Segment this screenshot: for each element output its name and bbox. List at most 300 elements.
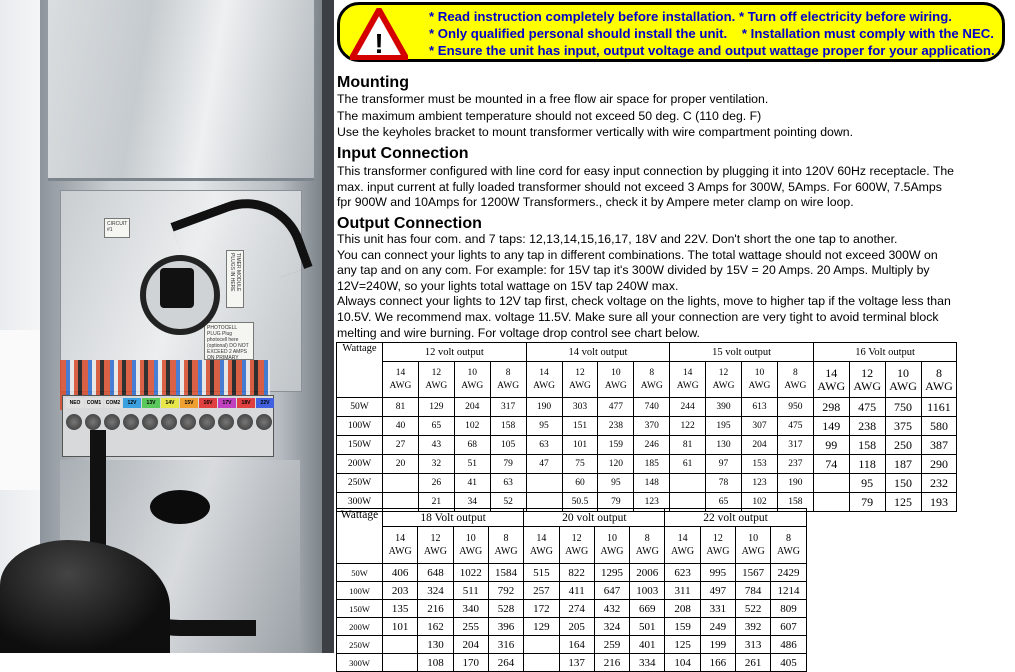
distance-cell: 340 [453,600,488,618]
photo-paper-edge [0,330,40,490]
distance-cell [524,654,559,672]
distance-cell: 405 [771,654,806,672]
awg-gauge: 12 [712,533,723,544]
awg-gauge: 14 [677,533,688,544]
distance-cell: 40 [383,417,419,436]
awg-header [418,527,453,564]
awg-unit: AWG [635,546,659,557]
awg-header [454,362,490,398]
distance-cell: 65 [418,417,454,436]
distance-cell: 151 [562,417,598,436]
terminal-screws [66,414,272,430]
distance-cell: 79 [849,493,885,512]
output-group-header: 18 Volt output [383,509,524,527]
distance-cell: 740 [634,398,670,417]
distance-cell: 95 [526,417,562,436]
distance-cell: 137 [559,654,594,672]
distance-cell: 237 [777,455,813,474]
awg-unit: AWG [425,380,448,391]
awg-gauge: 14 [536,533,547,544]
timer-sticker: TIMER MODULE PLUGS IN HERE [226,250,244,308]
wattage-label: 200W [337,618,383,636]
distance-cell: 792 [488,582,523,600]
distance-cell [383,636,418,654]
tap-label: 17V [218,398,236,408]
distance-cell: 613 [742,398,778,417]
awg-header [736,527,771,564]
text-line: 12V=240W, so your lights total wattage on 15V tap 240W max. [337,278,679,293]
distance-cell: 392 [736,618,771,636]
terminal-screw [142,414,158,430]
awg-unit: AWG [784,380,807,391]
awg-header [706,362,742,398]
distance-cell [524,636,559,654]
distance-cell: 125 [885,493,921,512]
distance-cell: 401 [630,636,665,654]
awg-header [670,362,706,398]
awg-header [777,362,813,398]
distance-cell: 411 [559,582,594,600]
distance-cell: 129 [418,398,454,417]
distance-cell: 158 [849,436,885,455]
awg-unit: AWG [568,380,591,391]
wattage-label: 100W [337,417,383,436]
text-line: This unit has four com. and 7 taps: 12,13,14,15,16,17, 18V and 22V. Don't short the one tap to another. [337,232,898,246]
text-line: The maximum ambient temperature should not exceed 50 deg. C (110 deg. F) [337,108,762,123]
output-group-header: 20 volt output [524,509,665,527]
awg-header [453,527,488,564]
awg-unit: AWG [712,380,735,391]
table-row [337,474,957,493]
distance-cell: 193 [921,493,957,512]
distance-cell: 125 [665,636,700,654]
distance-cell: 74 [813,455,849,474]
output-connection-text [337,232,951,341]
voltage-drop-table-12-16v [336,342,957,512]
distance-cell: 60 [562,474,598,493]
distance-cell: 298 [813,398,849,417]
distance-cell: 63 [526,436,562,455]
svg-text:!: ! [374,28,384,59]
awg-unit: AWG [600,546,624,557]
distance-cell: 65 [706,493,742,512]
distance-cell: 63 [490,474,526,493]
table-row [337,636,807,654]
distance-cell: 317 [777,436,813,455]
awg-gauge: 10 [465,533,476,544]
text-line: melting and wire burning. For voltage drop control see chart below. [337,325,700,340]
distance-cell [813,474,849,493]
output-group-header: 15 volt output [670,343,814,362]
distance-cell: 149 [813,417,849,436]
awg-gauge: 8 [785,533,791,544]
awg-header [921,362,957,398]
awg-unit: AWG [776,546,801,557]
awg-unit: AWG [461,380,484,391]
tap-label: 16V [199,398,217,408]
distance-cell: 1003 [630,582,665,600]
distance-cell: 41 [454,474,490,493]
text-line: Use the keyholes bracket to mount transformer vertically with wire compartment pointing down. [337,125,854,139]
table-row [337,417,957,436]
table-row [337,564,807,582]
distance-cell: 387 [921,436,957,455]
terminal-screw [237,414,253,430]
awg-header [383,362,419,398]
awg-header [526,362,562,398]
distance-cell: 170 [453,654,488,672]
awg-header [559,527,594,564]
warning-banner [337,2,1005,62]
warning-line-2: * Only qualified personal should install the unit. * Installation must comply with the NEC. [429,26,994,41]
distance-cell: 130 [706,436,742,455]
tap-label: 13V [142,398,160,408]
awg-unit: AWG [706,546,730,557]
distance-cell: 81 [670,436,706,455]
distance-cell: 244 [670,398,706,417]
distance-cell: 607 [771,618,806,636]
distance-cell: 204 [742,436,778,455]
distance-cell: 130 [418,636,453,654]
awg-unit: AWG [925,378,953,393]
table-group-header [337,343,957,362]
distance-cell: 95 [598,474,634,493]
tap-label: 15V [180,398,198,408]
distance-cell: 2006 [630,564,665,582]
terminal-screw [218,414,234,430]
distance-cell: 370 [634,417,670,436]
distance-cell: 264 [488,654,523,672]
distance-cell: 79 [598,493,634,512]
distance-cell: 331 [700,600,735,618]
awg-gauge: 14 [395,533,406,544]
photocell-sticker: PHOTOCELL PLUG Plug photocell here (optional) DO NOT EXCEED 2 AMPS ON PRIMARY [204,322,254,360]
distance-cell: 120 [598,455,634,474]
awg-unit: AWG [853,378,882,393]
wattage-label: 300W [337,493,383,512]
awg-gauge: 8 [503,533,509,544]
distance-cell [383,474,419,493]
distance-cell: 316 [488,636,523,654]
distance-cell: 101 [562,436,598,455]
distance-cell: 580 [921,417,957,436]
output-group-header: 16 Volt output [813,343,957,362]
terminal-screw [85,414,101,430]
awg-gauge: 8 [644,533,650,544]
distance-cell: 246 [634,436,670,455]
table-row [337,436,957,455]
wattage-label: 150W [337,600,383,618]
output-group-header: 14 volt output [526,343,670,362]
distance-cell: 102 [742,493,778,512]
distance-cell: 324 [418,582,453,600]
awg-gauge: 12 [430,533,441,544]
distance-cell: 162 [418,618,453,636]
distance-cell: 317 [490,398,526,417]
distance-cell: 195 [706,417,742,436]
awg-gauge: 10 [606,533,617,544]
distance-cell: 159 [598,436,634,455]
distance-cell: 648 [418,564,453,582]
warning-triangle-icon [350,8,408,60]
tap-label: 22V [256,398,274,408]
distance-cell: 259 [594,636,629,654]
distance-cell: 647 [594,582,629,600]
distance-cell: 274 [559,600,594,618]
mounting-heading: Mounting [337,74,409,91]
wattage-label: 100W [337,582,383,600]
distance-cell: 238 [849,417,885,436]
distance-cell: 204 [454,398,490,417]
distance-cell: 190 [526,398,562,417]
distance-cell [670,474,706,493]
distance-cell: 432 [594,600,629,618]
awg-header [630,527,665,564]
distance-cell: 166 [700,654,735,672]
distance-cell: 1161 [921,398,957,417]
awg-gauge: 10 [897,365,910,380]
awg-gauge: 14 [539,367,549,378]
text-line: fpr 900W and 10Amps for 1200W Transformers., check it by Ampere meter clamp on wire loop. [337,195,854,210]
circuit-sticker: CIRCUIT #1 [104,218,130,238]
wattage-label: 200W [337,455,383,474]
awg-gauge: 8 [935,365,942,380]
distance-cell: 32 [418,455,454,474]
distance-cell: 334 [630,654,665,672]
distance-cell: 669 [630,600,665,618]
distance-cell: 515 [524,564,559,582]
distance-cell: 150 [885,474,921,493]
terminal-screw [199,414,215,430]
awg-header [771,527,806,564]
awg-unit: AWG [389,380,412,391]
distance-cell: 50.5 [562,493,598,512]
distance-cell: 135 [383,600,418,618]
distance-cell: 307 [742,417,778,436]
distance-cell: 148 [634,474,670,493]
output-group-header: 12 volt output [383,343,527,362]
distance-cell: 204 [453,636,488,654]
tap-label: 18V [237,398,255,408]
table-group-header [337,509,807,527]
awg-gauge: 10 [611,367,621,378]
text-line: any tap and on any com. For example: for 15V tap it's 300W divided by 15V = 20 Amps. 20 Amps. Multiply by [337,263,930,278]
mounting-text [337,91,853,141]
distance-cell: 2429 [771,564,806,582]
distance-cell: 101 [383,618,418,636]
awg-unit: AWG [565,546,589,557]
distance-cell: 102 [454,417,490,436]
terminal-screw [256,414,272,430]
distance-cell: 406 [383,564,418,582]
awg-header [634,362,670,398]
awg-unit: AWG [676,380,699,391]
wattage-header: Wattage [337,343,383,398]
distance-cell: 324 [594,618,629,636]
tap-labels [66,398,274,408]
warning-line-1: * Read instruction completely before installation. * Turn off electricity before wiring. [429,9,952,24]
distance-cell: 216 [594,654,629,672]
distance-cell: 118 [849,455,885,474]
distance-cell [383,654,418,672]
distance-cell: 390 [706,398,742,417]
wattage-label: 50W [337,398,383,417]
awg-unit: AWG [494,546,518,557]
text-line: max. input current at fully loaded transformer should not exceed 3 Amps for 300W, 5Amps. For 600W, 7.5Amps [337,179,942,194]
terminal-screw [104,414,120,430]
distance-cell: 95 [849,474,885,493]
wattage-header: Wattage [337,509,383,564]
distance-cell: 185 [634,455,670,474]
wattage-label: 250W [337,474,383,493]
distance-cell: 475 [849,398,885,417]
distance-cell: 501 [630,618,665,636]
distance-cell: 497 [700,582,735,600]
wattage-label: 250W [337,636,383,654]
text-line: You can connect your lights to any tap in different combinations. The total wattage should not exceed 300W on [337,247,938,262]
distance-cell: 81 [383,398,419,417]
distance-cell: 475 [777,417,813,436]
awg-gauge: 14 [682,367,693,378]
awg-gauge: 10 [467,367,477,378]
awg-unit: AWG [423,546,447,557]
distance-cell: 255 [453,618,488,636]
awg-gauge: 10 [754,367,765,378]
awg-header [488,527,523,564]
input-connection-heading: Input Connection [337,145,469,162]
awg-unit: AWG [497,380,520,391]
tap-label: COM1 [86,400,102,406]
distance-cell: 129 [524,618,559,636]
distance-cell: 784 [736,582,771,600]
distance-cell: 522 [736,600,771,618]
awg-header [418,362,454,398]
terminal-screw [161,414,177,430]
distance-cell: 750 [885,398,921,417]
distance-cell: 313 [736,636,771,654]
distance-cell: 995 [700,564,735,582]
awg-gauge: 14 [825,365,838,380]
awg-unit: AWG [604,380,627,391]
terminal-screw [123,414,139,430]
distance-cell: 249 [700,618,735,636]
distance-cell: 1022 [453,564,488,582]
awg-gauge: 12 [571,533,582,544]
distance-cell: 396 [488,618,523,636]
distance-cell: 79 [490,455,526,474]
awg-header [524,527,559,564]
distance-cell: 158 [777,493,813,512]
transformer-photo [0,0,334,653]
awg-header [598,362,634,398]
tap-label: COM2 [105,400,121,406]
awg-header-row [337,362,957,398]
distance-cell [526,474,562,493]
awg-header [383,527,418,564]
awg-gauge: 12 [861,365,874,380]
wattage-label: 50W [337,564,383,582]
distance-cell: 34 [454,493,490,512]
distance-cell: 108 [418,654,453,672]
table-row [337,455,957,474]
tap-label: NEO [66,398,84,408]
awg-unit: AWG [529,546,553,557]
distance-cell: 238 [598,417,634,436]
distance-cell: 97 [706,455,742,474]
distance-cell: 303 [562,398,598,417]
distance-cell: 311 [665,582,700,600]
distance-cell: 1214 [771,582,806,600]
awg-unit: AWG [640,380,663,391]
table-row [337,600,807,618]
warning-line-3: * Ensure the unit has input, output voltage and output wattage proper for your application. [429,43,995,58]
distance-cell: 164 [559,636,594,654]
awg-header [813,362,849,398]
text-line: This transformer configured with line cord for easy input connection by plugging it into 120V 60Hz receptacle. The [337,164,955,178]
awg-unit: AWG [748,380,771,391]
distance-cell: 477 [598,398,634,417]
awg-unit: AWG [671,546,695,557]
distance-cell: 158 [490,417,526,436]
awg-unit: AWG [889,378,917,393]
awg-header [700,527,735,564]
distance-cell: 190 [777,474,813,493]
distance-cell: 123 [634,493,670,512]
distance-cell: 809 [771,600,806,618]
table-row [337,654,807,672]
awg-header [742,362,778,398]
distance-cell: 68 [454,436,490,455]
awg-unit: AWG [388,546,412,557]
distance-cell: 250 [885,436,921,455]
awg-gauge: 12 [575,367,585,378]
terminal-screw [180,414,196,430]
distance-cell: 123 [742,474,778,493]
output-connection-heading: Output Connection [337,215,482,232]
wattage-label: 150W [337,436,383,455]
transformer-lid [48,0,314,181]
text-line: Always connect your lights to 12V tap first, check voltage on the lights, move to higher tap if the voltage less than [337,294,951,309]
tap-label: 12V [123,398,141,408]
awg-unit: AWG [459,546,483,557]
awg-header [562,362,598,398]
awg-gauge: 14 [395,367,406,378]
distance-cell: 172 [524,600,559,618]
distance-cell: 822 [559,564,594,582]
wattage-label: 300W [337,654,383,672]
distance-cell: 159 [665,618,700,636]
distance-cell: 52 [490,493,526,512]
distance-cell: 26 [418,474,454,493]
distance-cell: 290 [921,455,957,474]
distance-cell: 51 [454,455,490,474]
distance-cell: 257 [524,582,559,600]
table-row [337,398,957,417]
distance-cell: 21 [418,493,454,512]
distance-cell: 216 [418,600,453,618]
distance-cell: 153 [742,455,778,474]
awg-gauge: 8 [505,367,511,378]
awg-gauge: 12 [431,367,442,378]
awg-header-row [337,527,807,564]
distance-cell: 232 [921,474,957,493]
distance-cell: 27 [383,436,419,455]
text-line: The transformer must be mounted in a free flow air space for proper ventilation. [337,92,769,106]
distance-cell: 43 [418,436,454,455]
distance-cell: 528 [488,600,523,618]
distance-cell: 203 [383,582,418,600]
distance-cell: 61 [670,455,706,474]
